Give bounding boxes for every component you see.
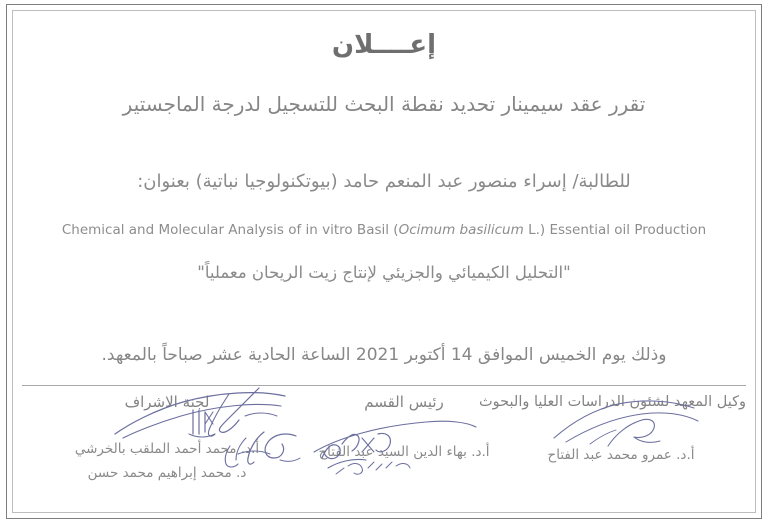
institute-deputy-names: [496, 444, 746, 468]
institute-deputy-header: وكيل المعهد لشئون الدراسات العليا والبحوث: [479, 394, 746, 410]
signature-block-supervisors: [22, 392, 312, 485]
page-title: إعــــلان: [331, 30, 437, 60]
student-name-line: للطالبة/ إسراء منصور عبد المنعم حامد (بيوتكنولوجيا نباتية) بعنوان:: [137, 171, 631, 193]
supervisors-header: لجنة الاشراف: [124, 393, 210, 411]
department-head-names: [314, 441, 494, 465]
seminar-datetime-line: وذلك يوم الخميس الموافق 14 أكتوبر 2021 الساعة الحادية عشر صباحاً بالمعهد.: [101, 345, 667, 366]
supervisors-names: [22, 438, 312, 485]
thesis-title-english-after: L.) Essential oil Production: [523, 222, 707, 239]
thesis-title-english: [22, 221, 746, 240]
supervisor-name-2: د. محمد إبراهيم محمد حسن: [87, 464, 247, 481]
signature-block-institute-deputy: [479, 392, 746, 468]
signature-divider: [22, 385, 746, 386]
institute-deputy-name: أ.د. عمرو محمد عبد الفتاح: [547, 447, 695, 464]
signature-row: [22, 392, 746, 485]
department-head-name: أ.د. بهاء الدين السيد عبد الفتاح: [318, 444, 490, 460]
signature-block-department-head: [314, 392, 494, 465]
supervisor-name-1: أ.د. محمد أحمد الملقب بالخرشي: [74, 441, 260, 457]
department-head-header: رئيس القسم: [364, 393, 444, 411]
decree-statement: تقرر عقد سيمينار تحديد نقطة البحث للتسجيل لدرجة الماجستير: [122, 92, 646, 117]
thesis-title-english-before: Chemical and Molecular Analysis of in vitro Basil (: [61, 222, 399, 239]
thesis-scientific-name: Ocimum basilicum: [398, 222, 524, 239]
thesis-title-arabic: "التحليل الكيميائي والجزيئي لإنتاج زيت الريحان معملياً": [197, 263, 571, 283]
document-content: [22, 14, 746, 511]
